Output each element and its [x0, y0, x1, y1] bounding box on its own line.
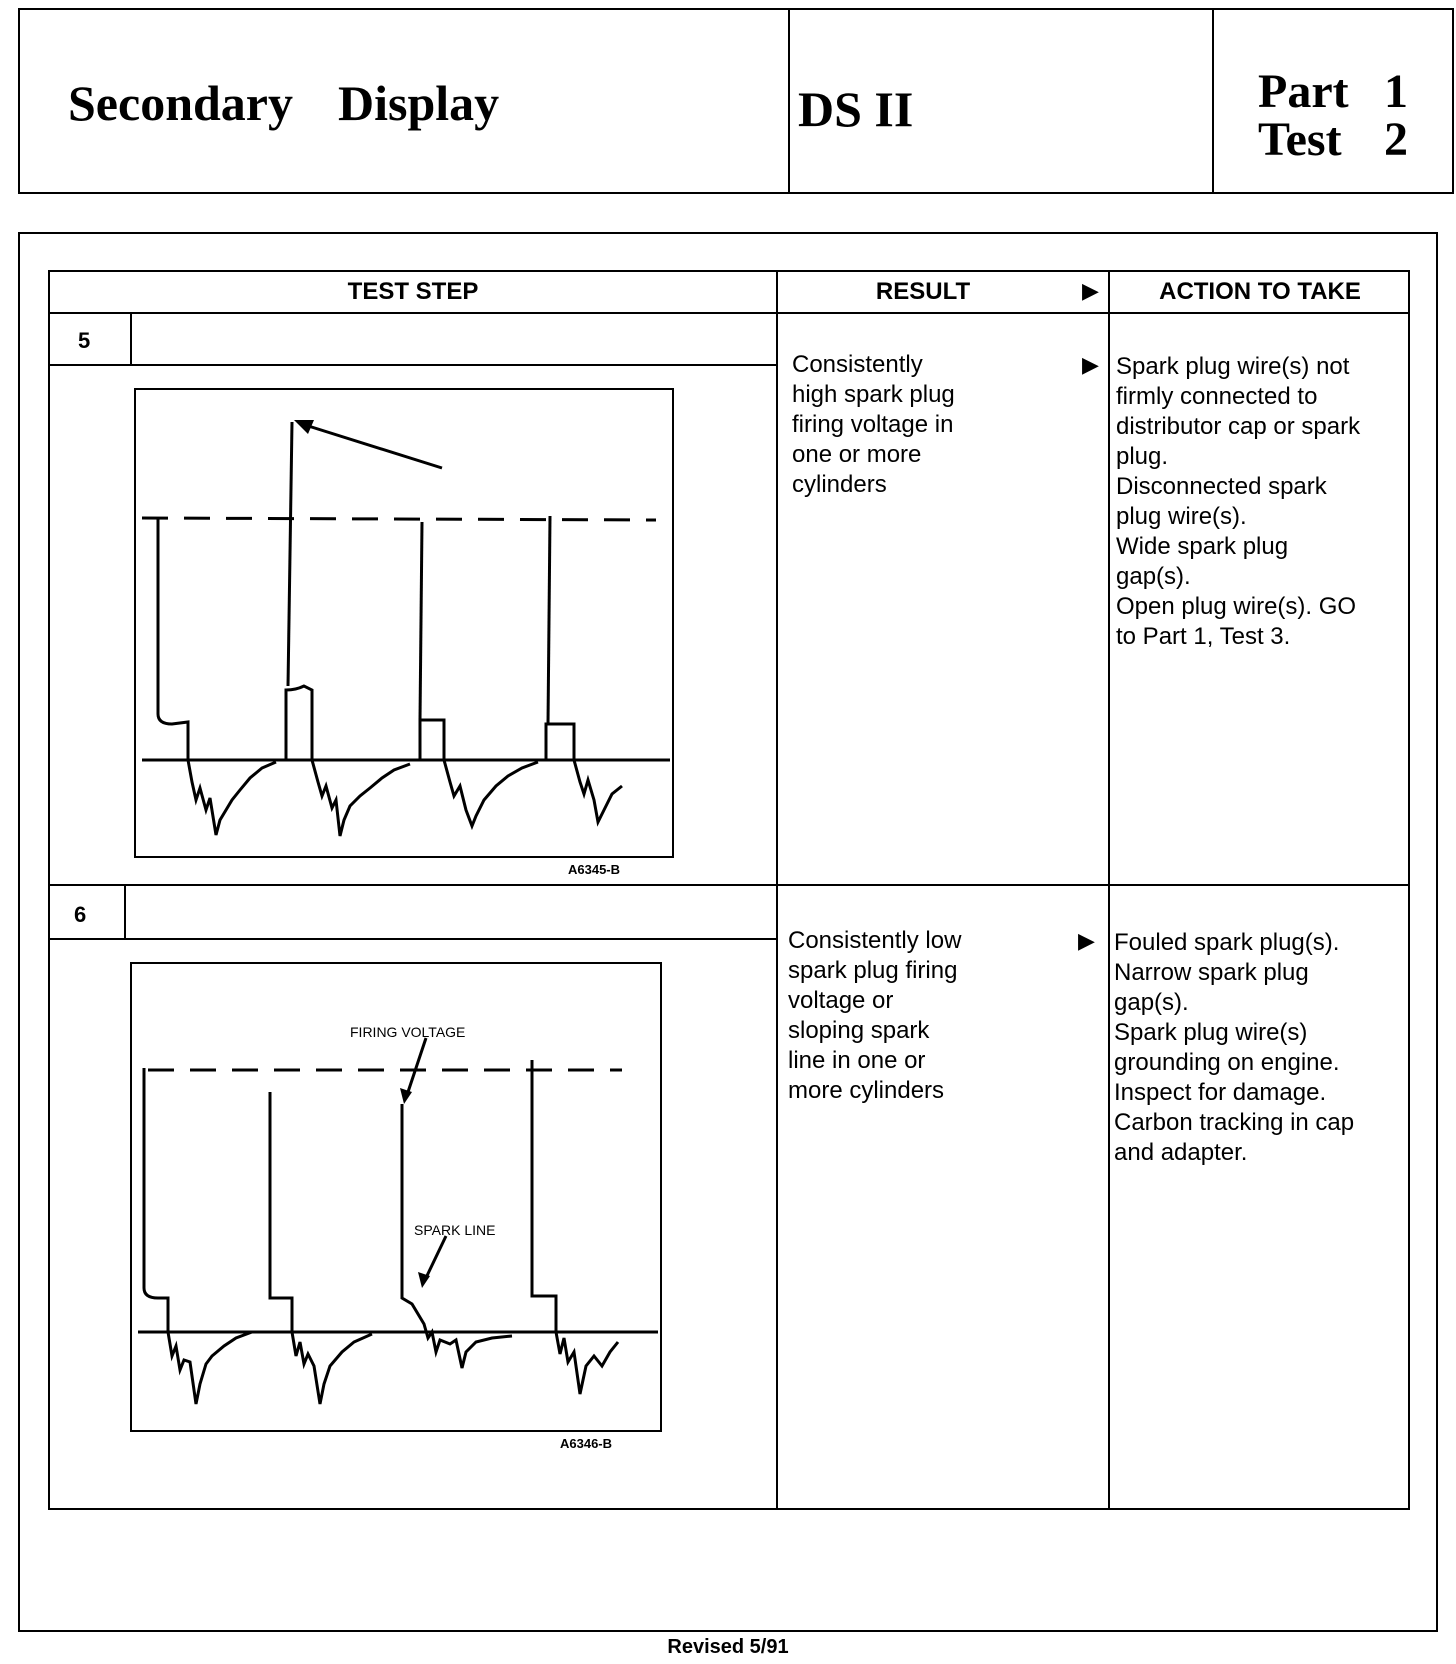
- step5-waveform-svg: [136, 390, 676, 860]
- step5-firing-reference-line: [142, 518, 656, 520]
- step5-cylinder-trace-4: [546, 724, 622, 822]
- header-title-cell: [20, 10, 790, 192]
- step5-pointer-arrowhead: [294, 420, 314, 434]
- step6-firing-voltage-pointer: [406, 1038, 426, 1098]
- step6-firing-voltage-arrowhead: [400, 1088, 412, 1104]
- header-title-word2: Display: [338, 75, 500, 131]
- step6-number: 6: [74, 902, 87, 927]
- header-part-cell: [1214, 10, 1454, 192]
- header-part-number: 1: [1384, 65, 1408, 118]
- header-divider: [50, 312, 1408, 314]
- header-code: DS II: [798, 81, 914, 137]
- step6-action-text: Fouled spark plug(s). Narrow spark plug gap(s). Spark plug wire(s) grounding on engine. Inspect for damage. Carbon tracking in cap and adapter.: [1114, 929, 1355, 1166]
- step5-high-spike: [288, 422, 292, 686]
- page-header: [18, 8, 1454, 194]
- col-header-test-step: TEST STEP: [347, 278, 479, 305]
- step6-label-spark-line: SPARK LINE: [414, 1222, 496, 1238]
- row-divider-5-6: [50, 884, 1408, 886]
- header-test-row: [1258, 113, 1408, 166]
- step6-cylinder-trace-1: [144, 1068, 252, 1404]
- step5-arrow-icon: ▶: [1082, 352, 1099, 377]
- step5-number-box: [130, 312, 132, 366]
- step5-figure-code: A6345-B: [568, 862, 621, 877]
- step5-waveform-figure: [134, 388, 674, 858]
- header-code-cell: [790, 10, 1214, 192]
- divider-action: [1108, 272, 1110, 1508]
- step5-number-divider: [50, 364, 776, 366]
- step5-spike-2: [420, 522, 422, 720]
- step5-number: 5: [78, 328, 91, 353]
- step6-arrow-icon: ▶: [1078, 928, 1095, 953]
- header-test-number: 2: [1384, 113, 1408, 166]
- step6-number-box: [124, 884, 126, 940]
- step6-spark-line-pointer: [424, 1236, 446, 1282]
- header-arrow-icon: ▶: [1082, 278, 1099, 303]
- step5-result-text: Consistently high spark plug firing voltage in one or more cylinders: [792, 351, 955, 498]
- step6-figure-code: A6346-B: [560, 1436, 613, 1451]
- revision-footer: Revised 5/91: [667, 1636, 789, 1658]
- header-title-word1: Secondary: [68, 75, 293, 131]
- divider-result: [776, 272, 778, 1508]
- step6-label-firing-voltage: FIRING VOLTAGE: [350, 1024, 466, 1040]
- step5-action-text-visible: Spark plug wire(s) not firmly connected to distributor cap or spark plug. Disconnected spark plug wire(s). Wide spark plug gap(s). Open plug wire(s). GO to Part 1, Test 3.: [1116, 353, 1361, 650]
- step5-cylinder-trace-1: [158, 518, 276, 835]
- col-header-result: RESULT: [875, 278, 971, 305]
- header-test-label: Test: [1258, 113, 1342, 166]
- step6-cylinder-trace-4: [532, 1060, 618, 1394]
- header-part-row: [1258, 65, 1408, 118]
- step6-cylinder-trace-2: [270, 1092, 372, 1404]
- step6-result-text: Consistently low spark plug firing voltage or sloping spark line in one or more cylinders: [788, 927, 962, 1104]
- step6-number-divider: [50, 938, 776, 940]
- header-part-label: Part: [1258, 65, 1349, 118]
- step5-cylinder-trace-3: [420, 720, 538, 826]
- diagnostic-table: [48, 270, 1410, 1510]
- col-header-action: ACTION TO TAKE: [1159, 278, 1361, 305]
- step5-pointer-arrow-shaft: [302, 424, 442, 468]
- step5-spike-3: [548, 516, 550, 724]
